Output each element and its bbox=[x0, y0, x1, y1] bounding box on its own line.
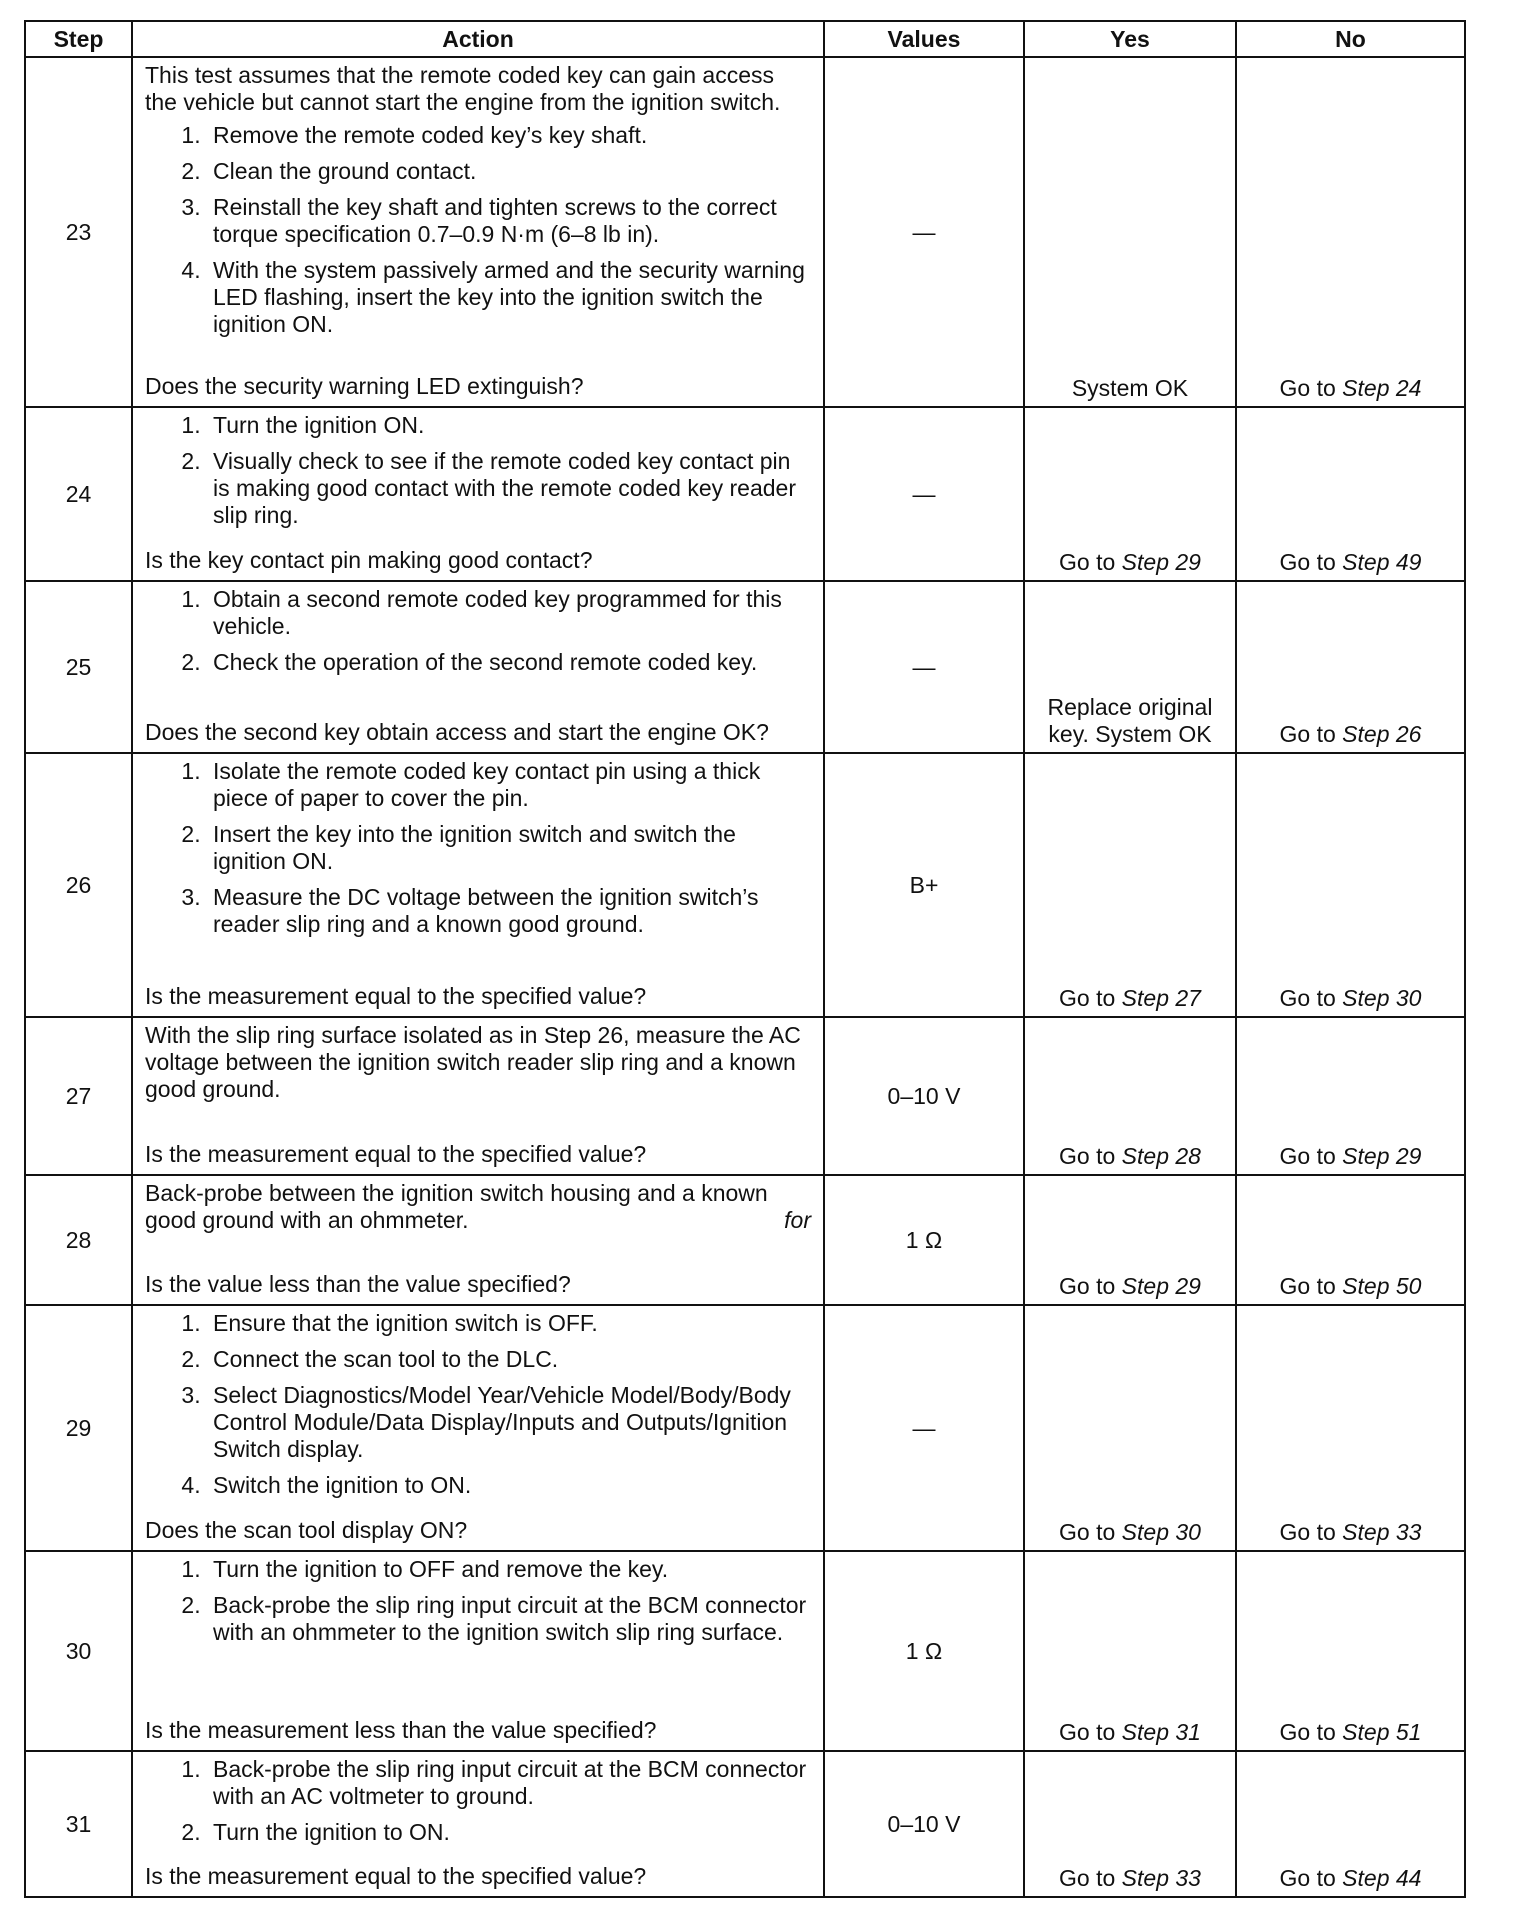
action-question: Is the value less than the value specified? bbox=[145, 1271, 571, 1297]
yes-answer-prefix: Go to bbox=[1059, 1519, 1122, 1545]
yes-answer bbox=[1025, 375, 1235, 402]
yes-answer-prefix: System OK bbox=[1071, 375, 1189, 401]
action-step-item: 4. Switch the ignition to ON. bbox=[207, 1472, 811, 1499]
yes-cell bbox=[1024, 407, 1236, 581]
no-answer-step-link: Step 26 bbox=[1342, 721, 1422, 747]
spacer bbox=[145, 1855, 811, 1861]
action-step-item: 2. Connect the scan tool to the DLC. bbox=[207, 1346, 811, 1373]
no-answer-step-link: Step 29 bbox=[1342, 1143, 1422, 1169]
no-answer-prefix: Go to bbox=[1279, 375, 1343, 401]
yes-answer-step-link: Step 30 bbox=[1121, 1519, 1201, 1545]
header-no: No bbox=[1236, 21, 1465, 57]
no-cell bbox=[1236, 407, 1465, 581]
no-answer-prefix: Go to bbox=[1279, 1719, 1343, 1745]
action-content bbox=[133, 58, 823, 404]
step-number: 31 bbox=[25, 1751, 132, 1897]
yes-cell bbox=[1024, 57, 1236, 407]
yes-cell bbox=[1024, 1551, 1236, 1751]
action-content bbox=[133, 1018, 823, 1172]
no-cell bbox=[1236, 57, 1465, 407]
table-row bbox=[25, 753, 1465, 1017]
action-step-item: 1. Remove the remote coded key’s key shaft. bbox=[207, 122, 811, 149]
action-content bbox=[133, 582, 823, 750]
yes-answer-prefix: Go to bbox=[1059, 1273, 1122, 1299]
action-question: Does the scan tool display ON? bbox=[145, 1517, 468, 1543]
no-answer-prefix: Go to bbox=[1279, 1519, 1343, 1545]
no-answer-prefix: Go to bbox=[1279, 721, 1343, 747]
action-question: Is the key contact pin making good contact? bbox=[145, 547, 593, 573]
table-row bbox=[25, 581, 1465, 753]
no-answer bbox=[1237, 985, 1464, 1012]
action-step-item: 1. Back-probe the slip ring input circuit at the BCM connector with an AC voltmeter to ground. bbox=[207, 1756, 811, 1810]
value-cell: — bbox=[824, 581, 1024, 753]
table-row bbox=[25, 1751, 1465, 1897]
action-question: Is the measurement equal to the specified value? bbox=[145, 983, 647, 1009]
action-intro-aside: for bbox=[784, 1207, 811, 1233]
yes-answer-step-link: Step 27 bbox=[1121, 985, 1201, 1011]
value-cell: 1 Ω bbox=[824, 1551, 1024, 1751]
action-intro: This test assumes that the remote coded key can gain access the vehicle but cannot start the engine from the ignition switch. bbox=[145, 62, 781, 115]
yes-answer bbox=[1025, 1143, 1235, 1170]
action-cell bbox=[132, 1175, 824, 1305]
action-step-item: 4. With the system passively armed and the security warning LED flashing, insert the key into the ignition switch the ignition ON. bbox=[207, 257, 811, 338]
yes-answer-step-link: Step 29 bbox=[1121, 1273, 1201, 1299]
action-step-item: 3. Reinstall the key shaft and tighten screws to the correct torque specification 0.7–0.9 N·m (6–8 lb in). bbox=[207, 194, 811, 248]
no-answer-step-link: Step 49 bbox=[1342, 549, 1422, 575]
yes-cell bbox=[1024, 1305, 1236, 1551]
no-cell bbox=[1236, 753, 1465, 1017]
value-cell: 0–10 V bbox=[824, 1751, 1024, 1897]
header-row bbox=[25, 21, 1465, 57]
action-step-item: 1. Turn the ignition to OFF and remove the key. bbox=[207, 1556, 811, 1583]
action-step-item: 2. Clean the ground contact. bbox=[207, 158, 811, 185]
action-step-item: 2. Back-probe the slip ring input circuit at the BCM connector with an ohmmeter to the ignition switch slip ring surface. bbox=[207, 1592, 811, 1646]
spacer bbox=[145, 685, 811, 717]
no-answer bbox=[1237, 1719, 1464, 1746]
yes-answer-step-link: Step 31 bbox=[1121, 1719, 1201, 1745]
action-question: Does the second key obtain access and start the engine OK? bbox=[145, 719, 769, 745]
action-content bbox=[133, 1552, 823, 1748]
table-row bbox=[25, 1017, 1465, 1175]
action-intro bbox=[145, 1180, 811, 1234]
table-row bbox=[25, 1175, 1465, 1305]
no-answer-step-link: Step 51 bbox=[1342, 1719, 1422, 1745]
no-cell bbox=[1236, 1017, 1465, 1175]
yes-answer-prefix: Replace original key. System OK bbox=[1047, 694, 1213, 747]
action-question: Does the security warning LED extinguish? bbox=[145, 373, 584, 399]
step-number: 27 bbox=[25, 1017, 132, 1175]
action-steps-list bbox=[145, 1556, 811, 1655]
yes-answer bbox=[1025, 694, 1235, 748]
step-number: 24 bbox=[25, 407, 132, 581]
no-answer-step-link: Step 50 bbox=[1342, 1273, 1422, 1299]
yes-cell bbox=[1024, 581, 1236, 753]
action-content bbox=[133, 1176, 823, 1302]
action-cell bbox=[132, 1751, 824, 1897]
step-number: 26 bbox=[25, 753, 132, 1017]
no-answer-prefix: Go to bbox=[1279, 985, 1343, 1011]
action-steps-list bbox=[145, 122, 811, 347]
yes-cell bbox=[1024, 1175, 1236, 1305]
table-row bbox=[25, 1551, 1465, 1751]
step-number: 30 bbox=[25, 1551, 132, 1751]
step-number: 23 bbox=[25, 57, 132, 407]
value-cell: 0–10 V bbox=[824, 1017, 1024, 1175]
action-question: Is the measurement less than the value specified? bbox=[145, 1717, 657, 1743]
no-answer-step-link: Step 33 bbox=[1342, 1519, 1422, 1545]
action-steps-list bbox=[145, 412, 811, 538]
no-answer-prefix: Go to bbox=[1279, 549, 1343, 575]
spacer bbox=[145, 1508, 811, 1515]
yes-answer-step-link: Step 33 bbox=[1121, 1865, 1201, 1891]
no-cell bbox=[1236, 1305, 1465, 1551]
yes-cell bbox=[1024, 753, 1236, 1017]
spacer bbox=[145, 1109, 811, 1139]
step-number: 28 bbox=[25, 1175, 132, 1305]
no-answer-prefix: Go to bbox=[1279, 1865, 1343, 1891]
no-answer-prefix: Go to bbox=[1279, 1273, 1343, 1299]
step-number: 29 bbox=[25, 1305, 132, 1551]
action-step-item: 2. Insert the key into the ignition switch and switch the ignition ON. bbox=[207, 821, 811, 875]
action-content bbox=[133, 1306, 823, 1548]
no-cell bbox=[1236, 1751, 1465, 1897]
value-cell: — bbox=[824, 1305, 1024, 1551]
no-answer bbox=[1237, 375, 1464, 402]
action-cell bbox=[132, 57, 824, 407]
no-cell bbox=[1236, 1175, 1465, 1305]
no-answer-step-link: Step 44 bbox=[1342, 1865, 1422, 1891]
header-action: Action bbox=[132, 21, 824, 57]
action-steps-list bbox=[145, 1756, 811, 1855]
yes-answer bbox=[1025, 1865, 1235, 1892]
action-cell bbox=[132, 581, 824, 753]
yes-answer bbox=[1025, 1719, 1235, 1746]
header-values: Values bbox=[824, 21, 1024, 57]
action-step-item: 1. Ensure that the ignition switch is OFF. bbox=[207, 1310, 811, 1337]
no-answer bbox=[1237, 1519, 1464, 1546]
action-cell bbox=[132, 753, 824, 1017]
yes-answer bbox=[1025, 1519, 1235, 1546]
action-step-item: 3. Measure the DC voltage between the ignition switch’s reader slip ring and a known good ground. bbox=[207, 884, 811, 938]
header-yes: Yes bbox=[1024, 21, 1236, 57]
yes-answer-step-link: Step 29 bbox=[1121, 549, 1201, 575]
no-answer bbox=[1237, 721, 1464, 748]
no-answer-step-link: Step 24 bbox=[1342, 375, 1422, 401]
spacer bbox=[145, 538, 811, 545]
action-question: Is the measurement equal to the specified value? bbox=[145, 1141, 647, 1167]
no-answer bbox=[1237, 1865, 1464, 1892]
yes-answer-prefix: Go to bbox=[1059, 549, 1122, 575]
yes-answer bbox=[1025, 549, 1235, 576]
table-row bbox=[25, 57, 1465, 407]
action-intro-text: Back-probe between the ignition switch housing and a known good ground with an ohmmeter. bbox=[145, 1180, 768, 1233]
value-cell: B+ bbox=[824, 753, 1024, 1017]
yes-answer-prefix: Go to bbox=[1059, 1719, 1122, 1745]
header-step: Step bbox=[25, 21, 132, 57]
action-step-item: 2. Turn the ignition to ON. bbox=[207, 1819, 811, 1846]
action-step-item: 1. Isolate the remote coded key contact pin using a thick piece of paper to cover the pin. bbox=[207, 758, 811, 812]
action-step-item: 1. Obtain a second remote coded key programmed for this vehicle. bbox=[207, 586, 811, 640]
no-answer-step-link: Step 30 bbox=[1342, 985, 1422, 1011]
yes-cell bbox=[1024, 1017, 1236, 1175]
action-step-item: 3. Select Diagnostics/Model Year/Vehicle Model/Body/Body Control Module/Data Display/Inputs and Outputs/Ignition Switch display. bbox=[207, 1382, 811, 1463]
yes-cell bbox=[1024, 1751, 1236, 1897]
table-body bbox=[25, 57, 1465, 1897]
action-step-item: 2. Visually check to see if the remote coded key contact pin is making good contact with the remote coded key reader slip ring. bbox=[207, 448, 811, 529]
action-step-item: 1. Turn the ignition ON. bbox=[207, 412, 811, 439]
no-answer-prefix: Go to bbox=[1279, 1143, 1343, 1169]
yes-answer-step-link: Step 28 bbox=[1121, 1143, 1201, 1169]
action-step-item: 2. Check the operation of the second remote coded key. bbox=[207, 649, 811, 676]
table-row bbox=[25, 407, 1465, 581]
no-answer bbox=[1237, 549, 1464, 576]
action-content bbox=[133, 408, 823, 578]
action-cell bbox=[132, 1551, 824, 1751]
spacer bbox=[145, 1655, 811, 1715]
value-cell: — bbox=[824, 407, 1024, 581]
value-cell: — bbox=[824, 57, 1024, 407]
spacer bbox=[145, 347, 811, 371]
yes-answer-prefix: Go to bbox=[1059, 985, 1122, 1011]
yes-answer bbox=[1025, 1273, 1235, 1300]
no-answer bbox=[1237, 1273, 1464, 1300]
value-cell: 1 Ω bbox=[824, 1175, 1024, 1305]
yes-answer-prefix: Go to bbox=[1059, 1865, 1122, 1891]
step-number: 25 bbox=[25, 581, 132, 753]
no-answer bbox=[1237, 1143, 1464, 1170]
yes-answer bbox=[1025, 985, 1235, 1012]
action-cell bbox=[132, 1017, 824, 1175]
action-cell bbox=[132, 1305, 824, 1551]
yes-answer-prefix: Go to bbox=[1059, 1143, 1122, 1169]
action-steps-list bbox=[145, 586, 811, 685]
table-row bbox=[25, 1305, 1465, 1551]
action-steps-list bbox=[145, 758, 811, 947]
action-question: Is the measurement equal to the specified value? bbox=[145, 1863, 647, 1889]
action-content bbox=[133, 1752, 823, 1894]
spacer bbox=[145, 947, 811, 981]
spacer bbox=[145, 1240, 811, 1269]
no-cell bbox=[1236, 1551, 1465, 1751]
action-cell bbox=[132, 407, 824, 581]
action-steps-list bbox=[145, 1310, 811, 1508]
action-content bbox=[133, 754, 823, 1014]
diagnostic-table bbox=[24, 20, 1466, 1898]
action-intro: With the slip ring surface isolated as in Step 26, measure the AC voltage between the ignition switch reader slip ring and a known good ground. bbox=[145, 1022, 801, 1102]
no-cell bbox=[1236, 581, 1465, 753]
